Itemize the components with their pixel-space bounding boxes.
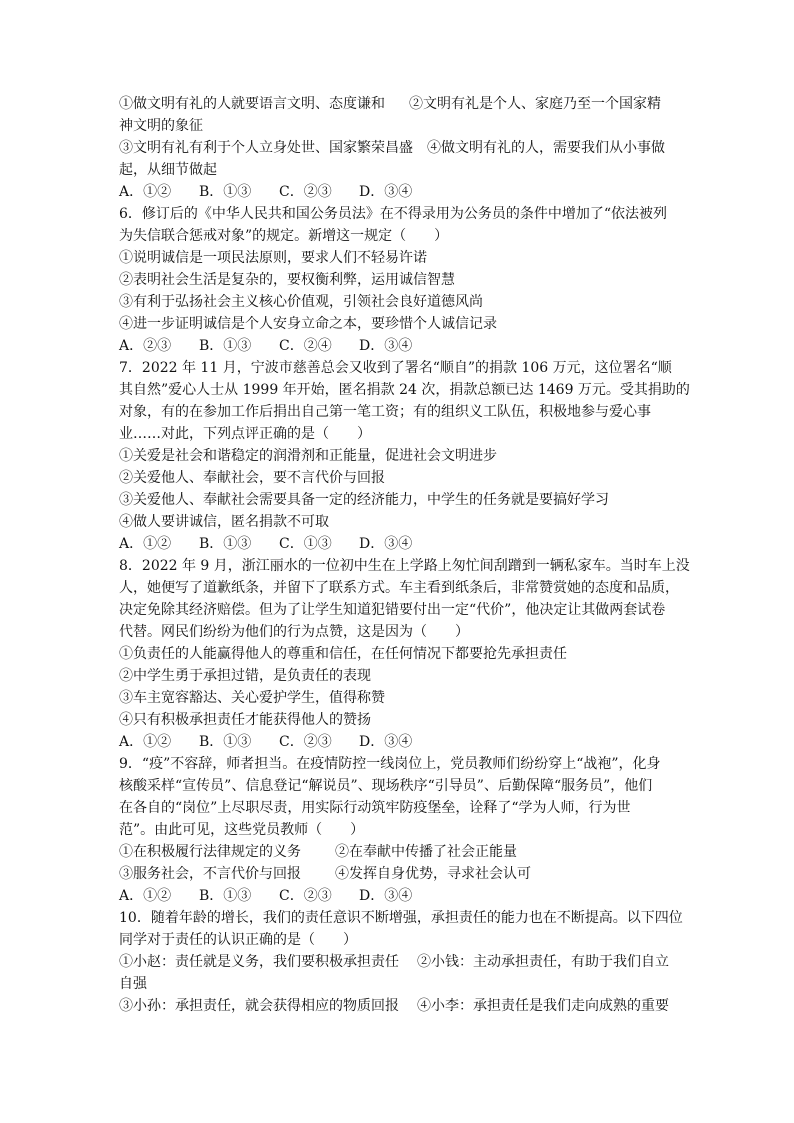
- choice-a[interactable]: A．①②: [119, 184, 172, 200]
- choice-d[interactable]: D．③④: [359, 338, 413, 354]
- q8-item-3: ③车主宽容豁达、关心爱护学生，值得称赞: [119, 690, 385, 706]
- q9-stem-line-3: 在各自的“岗位”上尽职尽责，用实际行动筑牢防疫堡垒，诠释了“学为人师，行为世: [119, 800, 631, 816]
- q7-item-2: ②关爱他人、奉献社会，要不言代价与回报: [119, 470, 385, 486]
- q10-items-line-2: 自强: [119, 976, 147, 992]
- q9-stem-line-4: 范”。由此可见，这些党员教师（ ）: [119, 822, 365, 838]
- choice-b[interactable]: B．①③: [199, 888, 252, 904]
- choice-d[interactable]: D．③④: [359, 184, 413, 200]
- q7-stem-line-3: 对象，有的在参加工作后捐出自己第一笔工资；有的组织义工队伍，积极地参与爱心事: [119, 404, 651, 420]
- choice-d[interactable]: D．③④: [359, 536, 413, 552]
- q5-item-2-part: ②文明有礼是个人、家庭乃至一个国家精: [409, 96, 661, 112]
- q8-stem-line-3: 决定免除其经济赔偿。但为了让学生知道犯错要付出一定“代价”，他决定让其做两套试卷: [119, 602, 666, 618]
- q5-options-line-2: 神文明的象征: [119, 118, 203, 134]
- q5-answer-choices: [119, 181, 681, 203]
- q8-stem-line-1: 8．2022 年 9 月，浙江丽水的一位初中生在上学路上匆忙间刮蹭到一辆私家车。当时车上没: [119, 558, 690, 574]
- q7-item-3: ③关爱他人、奉献社会需要具备一定的经济能力，中学生的任务就是要搞好学习: [119, 492, 609, 508]
- q9-items-line-2: [119, 863, 681, 885]
- q6-item-2: ②表明社会生活是复杂的，要权衡利弊，运用诚信智慧: [119, 272, 455, 288]
- q6-item-1: ①说明诚信是一项民法原则，要求人们不轻易许诺: [119, 250, 427, 266]
- q6-stem-line-2: 为失信联合惩戒对象”的规定。新增这一规定（ ）: [119, 228, 449, 244]
- q6-item-3: ③有利于弘扬社会主义核心价值观，引领社会良好道德风尚: [119, 294, 483, 310]
- q10-item-1: ①小赵：责任就是义务，我们要积极承担责任: [119, 954, 399, 970]
- choice-a[interactable]: A．②③: [119, 338, 172, 354]
- q9-stem-line-2: 核酸采样“宣传员”、信息登记“解说员”、现场秩序“引导员”、后勤保障“服务员”，他们: [119, 778, 653, 794]
- q5-options-line-4: 起，从细节做起: [119, 162, 217, 178]
- q7-item-1: ①关爱是社会和谐稳定的润滑剂和正能量，促进社会文明进步: [119, 448, 497, 464]
- q7-stem-line-4: 业……对此，下列点评正确的是（ ）: [119, 426, 371, 442]
- q6-stem-line-1: 6．修订后的《中华人民共和国公务员法》在不得录用为公务员的条件中增加了“依法被列: [119, 206, 668, 222]
- q9-item-1: ①在积极履行法律规定的义务: [119, 844, 301, 860]
- choice-b[interactable]: B．①③: [199, 338, 252, 354]
- q9-answer-choices: [119, 885, 681, 907]
- q10-stem-line-2: 同学对于责任的认识正确的是（ ）: [119, 932, 357, 948]
- choice-d[interactable]: D．③④: [359, 734, 413, 750]
- choice-b[interactable]: B．①③: [199, 184, 252, 200]
- q9-item-2: ②在奉献中传播了社会正能量: [335, 844, 517, 860]
- choice-b[interactable]: B．①③: [199, 734, 252, 750]
- choice-b[interactable]: B．①③: [199, 536, 252, 552]
- choice-c[interactable]: C．②③: [279, 184, 332, 200]
- exam-page: [119, 93, 690, 1017]
- choice-d[interactable]: D．③④: [359, 888, 413, 904]
- q7-stem-line-2: 其自然”爱心人士从 1999 年开始，匿名捐款 24 次，捐款总额已达 1469 万元。受其捐助的: [119, 382, 690, 398]
- q5-item-3: ③文明有礼有利于个人立身处世、国家繁荣昌盛: [119, 140, 413, 156]
- q9-item-3: ③服务社会，不言代价与回报: [119, 866, 301, 882]
- q10-stem-line-1: 10．随着年龄的增长，我们的责任意识不断增强，承担责任的能力也在不断提高。以下四位: [119, 910, 683, 926]
- choice-c[interactable]: C．②④: [279, 338, 332, 354]
- q7-answer-choices: [119, 533, 681, 555]
- q8-item-4: ④只有积极承担责任才能获得他人的赞扬: [119, 712, 371, 728]
- q8-stem-line-2: 人，她便写了道歉纸条，并留下了联系方式。车主看到纸条后，非常赞赏她的态度和品质，: [119, 580, 679, 596]
- q9-item-4: ④发挥自身优势，寻求社会认可: [335, 866, 531, 882]
- choice-c[interactable]: C．②③: [279, 888, 332, 904]
- q10-item-4-part: ④小李：承担责任是我们走向成熟的重要: [417, 998, 669, 1014]
- choice-a[interactable]: A．①②: [119, 536, 172, 552]
- q10-item-2-part: ②小钱：主动承担责任，有助于我们自立: [417, 954, 669, 970]
- choice-c[interactable]: C．②③: [279, 734, 332, 750]
- q7-stem-line-1: 7．2022 年 11 月，宁波市慈善总会又收到了署名“顺自”的捐款 106 万元，这位署名“顺: [119, 360, 672, 376]
- q9-stem-line-1: 9．“疫”不容辞，师者担当。在疫情防控一线岗位上，党员教师们纷纷穿上“战袍”，化身: [119, 756, 661, 772]
- choice-c[interactable]: C．①③: [279, 536, 332, 552]
- q6-answer-choices: [119, 335, 681, 357]
- q6-item-4: ④进一步证明诚信是个人安身立命之本，要珍惜个人诚信记录: [119, 316, 497, 332]
- q10-items-line-3: [119, 995, 681, 1017]
- q7-item-4: ④做人要讲诚信，匿名捐款不可取: [119, 514, 329, 530]
- q5-item-4-part: ④做文明有礼的人，需要我们从小事做: [427, 140, 665, 156]
- q8-answer-choices: [119, 731, 681, 753]
- q8-item-2: ②中学生勇于承担过错，是负责任的表现: [119, 668, 371, 684]
- q5-item-1: ①做文明有礼的人就要语言文明、态度谦和: [119, 96, 385, 112]
- q8-stem-line-4: 代替。网民们纷纷为他们的行为点赞，这是因为（ ）: [119, 624, 469, 640]
- q5-options-line-1: [119, 93, 681, 115]
- q9-items-line-1: [119, 841, 681, 863]
- q8-item-1: ①负责任的人能赢得他人的尊重和信任，在任何情况下都要抢先承担责任: [119, 646, 567, 662]
- choice-a[interactable]: A．①②: [119, 734, 172, 750]
- q5-options-line-3: [119, 137, 681, 159]
- q10-items-line-1: [119, 951, 681, 973]
- choice-a[interactable]: A．①②: [119, 888, 172, 904]
- q10-item-3: ③小孙：承担责任，就会获得相应的物质回报: [119, 998, 399, 1014]
